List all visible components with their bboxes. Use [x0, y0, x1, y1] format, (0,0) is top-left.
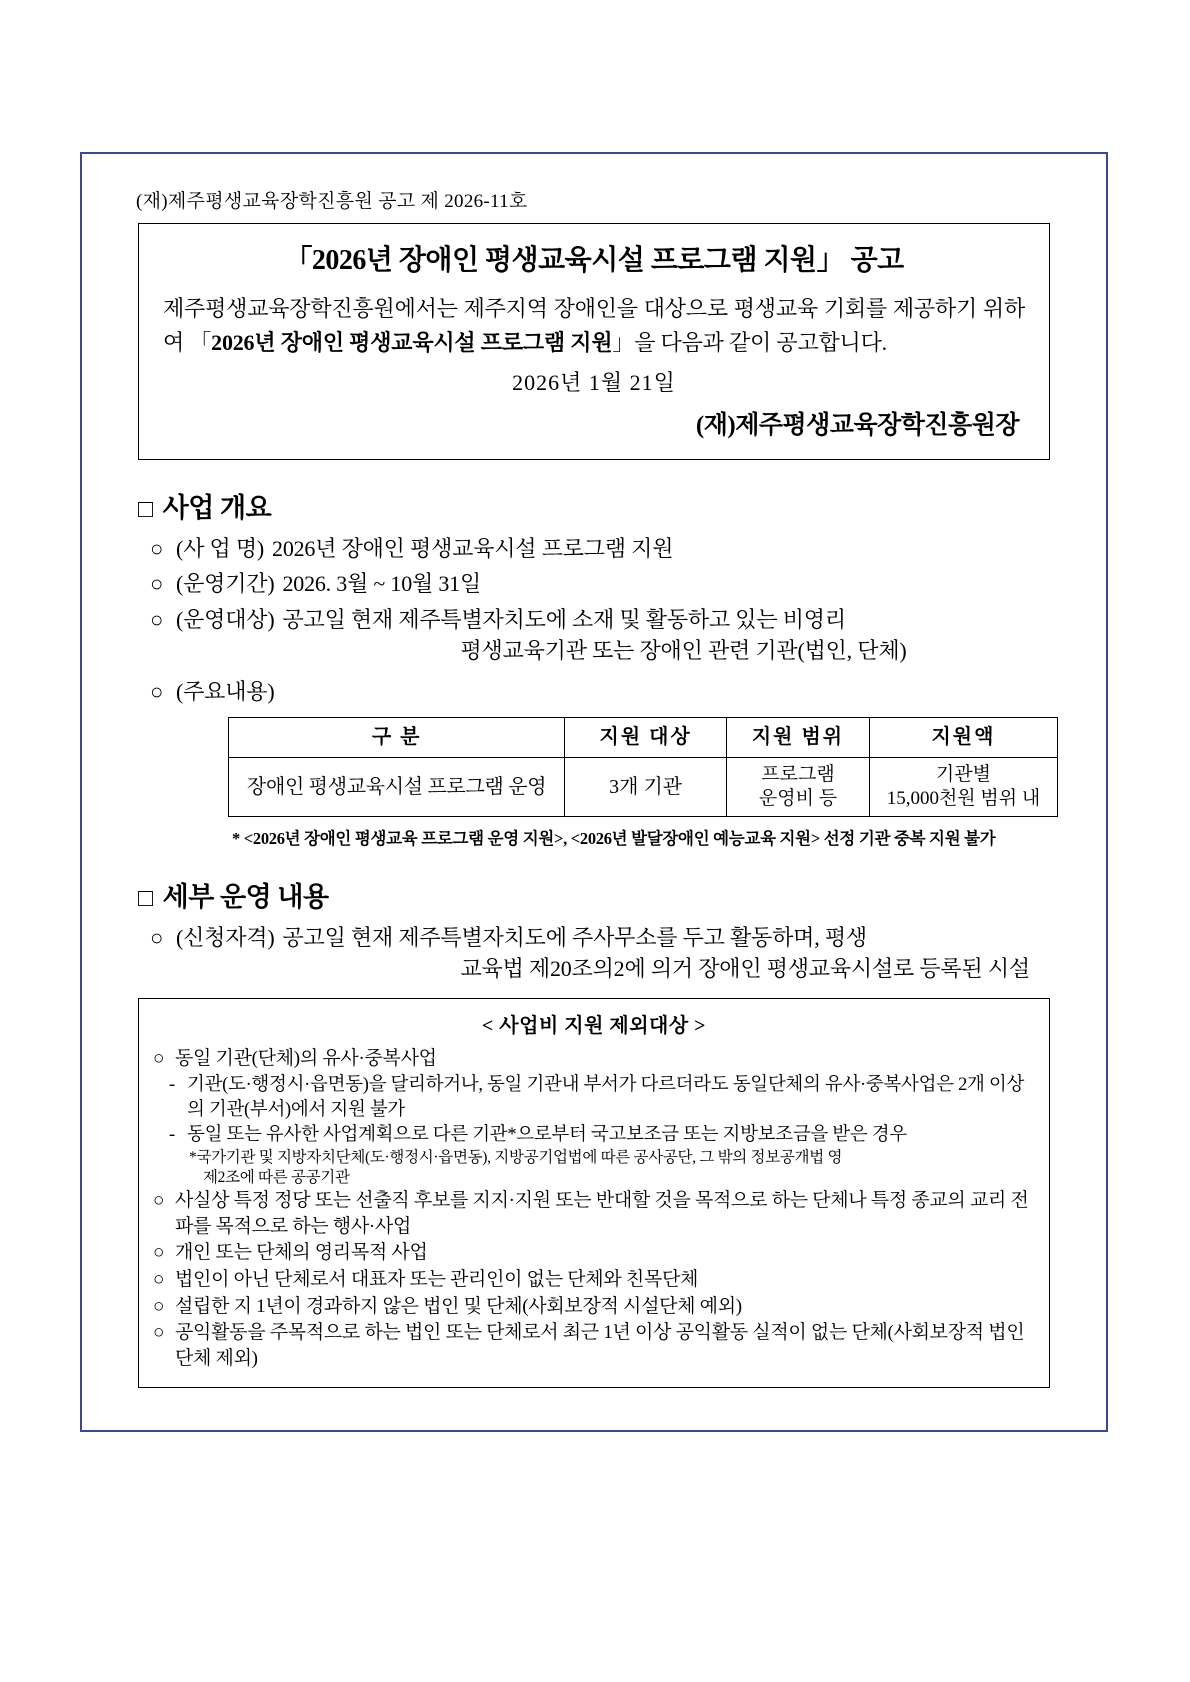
- exclusion-text: 사실상 특정 정당 또는 선출직 후보를 지지·지원 또는 반대할 것을 목적으로 하는 단체나 특정 종교의 교리 전파를 목적으로 하는 행사·사업: [175, 1190, 1029, 1237]
- circle-bullet-icon: ○: [153, 1190, 165, 1212]
- exclusion-item: [153, 1188, 1035, 1239]
- circle-bullet-icon: ○: [153, 1269, 165, 1291]
- announcement-body: [163, 292, 1025, 360]
- table-header-row: [229, 718, 1058, 758]
- item-label: (운영대상): [176, 606, 275, 632]
- table-note: * <2026년 장애인 평생교육 프로그램 운영 지원>, <2026년 발달장애인 예능교육 지원> 선정 기관 중복 지원 불가: [232, 828, 996, 848]
- circle-bullet-icon: ○: [150, 536, 164, 562]
- body-part2: 」을 다음과 같이 공고합니다.: [612, 330, 887, 356]
- circle-bullet-icon: ○: [150, 606, 164, 632]
- amount-line-2: 15,000천원 범위 내: [886, 788, 1041, 810]
- list-item: [150, 604, 1072, 666]
- exclusion-item: [153, 1267, 1035, 1293]
- table-cell-target: 3개 기관: [565, 758, 727, 817]
- circle-bullet-icon: ○: [153, 1295, 165, 1317]
- circle-bullet-icon: ○: [153, 1242, 165, 1264]
- scope-line-1: 프로그램: [761, 764, 835, 786]
- item-label: (주요내용): [176, 679, 275, 705]
- table-header-cell: 지원액: [869, 718, 1057, 758]
- item-label: (신청자격): [176, 924, 275, 950]
- exclusion-item: [153, 1294, 1035, 1320]
- section-2-title: 세부 운영 내용: [162, 881, 329, 912]
- exclusion-text: 설립한 지 1년이 경과하지 않은 법인 및 단체(사회보장적 시설단체 예외): [175, 1295, 742, 1317]
- amount-line-1: 기관별: [935, 764, 991, 786]
- exclusion-item: [153, 1240, 1035, 1266]
- footnote-text: *국가기관 및 지방자치단체(도·행정시·읍면동), 지방공기업법에 따른 공사공단, 그 밖의 정보공개법 영: [189, 1148, 843, 1166]
- announcement-page: [80, 152, 1108, 1432]
- exclusion-text: 개인 또는 단체의 영리목적 사업: [175, 1242, 428, 1264]
- exclusion-subitem: [169, 1123, 1035, 1148]
- table-cell-category: 장애인 평생교육시설 프로그램 운영: [229, 758, 565, 817]
- exclusion-item: [153, 1320, 1035, 1371]
- item-text-line2: 교육법 제20조의2에 의거 장애인 평생교육시설로 등록된 시설: [460, 956, 1030, 982]
- item-text-line1: 공고일 현재 제주특별자치도에 주사무소를 두고 활동하며, 평생: [282, 924, 867, 950]
- table-cell-amount: [869, 758, 1057, 817]
- section-1-heading: [138, 486, 1072, 525]
- exclusion-item: [153, 1046, 1035, 1072]
- list-item: [150, 676, 1072, 707]
- footnote-continuation: 제2조에 따른 공공기관: [203, 1169, 350, 1187]
- list-item: [150, 568, 1072, 599]
- announcement-issuer: (재)제주평생교육장학진흥원장: [695, 412, 1019, 440]
- announcement-title: 「2026년 장애인 평생교육시설 프로그램 지원」 공고: [284, 245, 904, 276]
- item-text: [282, 604, 1072, 666]
- circle-bullet-icon: ○: [150, 679, 164, 705]
- support-table: [228, 717, 1058, 817]
- exclusion-text: 공익활동을 주목적으로 하는 법인 또는 단체로서 최근 1년 이상 공익활동 실적이 없는 단체(사회보장적 법인단체 제외): [175, 1322, 1025, 1369]
- table-header-cell: 구 분: [229, 718, 565, 758]
- circle-bullet-icon: ○: [153, 1322, 165, 1344]
- exclusion-title: < 사업비 지원 제외대상 >: [481, 1015, 707, 1038]
- item-text-line2: 평생교육기관 또는 장애인 관련 기관(법인, 단체): [460, 637, 907, 663]
- exclusion-text: 동일 기관(단체)의 유사·중복사업: [175, 1048, 437, 1070]
- section-2-heading: [138, 875, 1072, 914]
- body-emphasis: 2026년 장애인 평생교육시설 프로그램 지원: [211, 330, 613, 356]
- circle-bullet-icon: ○: [153, 1048, 165, 1070]
- circle-bullet-icon: ○: [150, 924, 164, 950]
- table-header-cell: 지원 대상: [565, 718, 727, 758]
- table-cell-scope: [727, 758, 870, 817]
- title-box: [138, 223, 1050, 460]
- table-header-cell: 지원 범위: [727, 718, 870, 758]
- exclusion-text: 기관(도·행정시·읍면동)을 달리하거나, 동일 기관내 부서가 다르더라도 동일단체의 유사·중복사업은 2개 이상의 기관(부서)에서 지원 불가: [187, 1074, 1025, 1120]
- support-table-wrapper: [228, 717, 1058, 849]
- item-label: (운영기간): [176, 571, 275, 597]
- item-text: 2026. 3월 ~ 10월 31일: [282, 571, 482, 597]
- exclusion-box: [138, 998, 1050, 1387]
- item-text: 2026년 장애인 평생교육시설 프로그램 지원: [272, 536, 674, 562]
- exclusion-footnote: [189, 1148, 1035, 1188]
- scope-line-2: 운영비 등: [758, 788, 838, 810]
- document-number: (재)제주평생교육장학진흥원 공고 제 2026-11호: [136, 191, 528, 212]
- item-label: (사 업 명): [176, 536, 265, 562]
- exclusion-subitem: [169, 1073, 1035, 1123]
- list-item: [150, 922, 1072, 984]
- item-text: [282, 922, 1072, 984]
- dash-bullet-icon: -: [169, 1074, 175, 1095]
- table-row: [229, 758, 1058, 817]
- announcement-date: 2026년 1월 21일: [512, 370, 676, 396]
- list-item: [150, 533, 1072, 564]
- dash-bullet-icon: -: [169, 1124, 175, 1145]
- square-bullet-icon: □: [138, 884, 153, 912]
- exclusion-text: 동일 또는 유사한 사업계획으로 다른 기관*으로부터 국고보조금 또는 지방보조금을 받은 경우: [187, 1124, 907, 1145]
- section-1-title: 사업 개요: [162, 493, 272, 524]
- item-text-line1: 공고일 현재 제주특별자치도에 소재 및 활동하고 있는 비영리: [282, 606, 846, 632]
- square-bullet-icon: □: [138, 496, 153, 524]
- body-part1: 제주평생교육장학진흥원에서는 제주지역 장애인을 대상으로 평생교육 기회를 제공하기 위하여 「: [163, 296, 1025, 356]
- exclusion-text: 법인이 아닌 단체로서 대표자 또는 관리인이 없는 단체와 친목단체: [175, 1269, 699, 1291]
- circle-bullet-icon: ○: [150, 571, 164, 597]
